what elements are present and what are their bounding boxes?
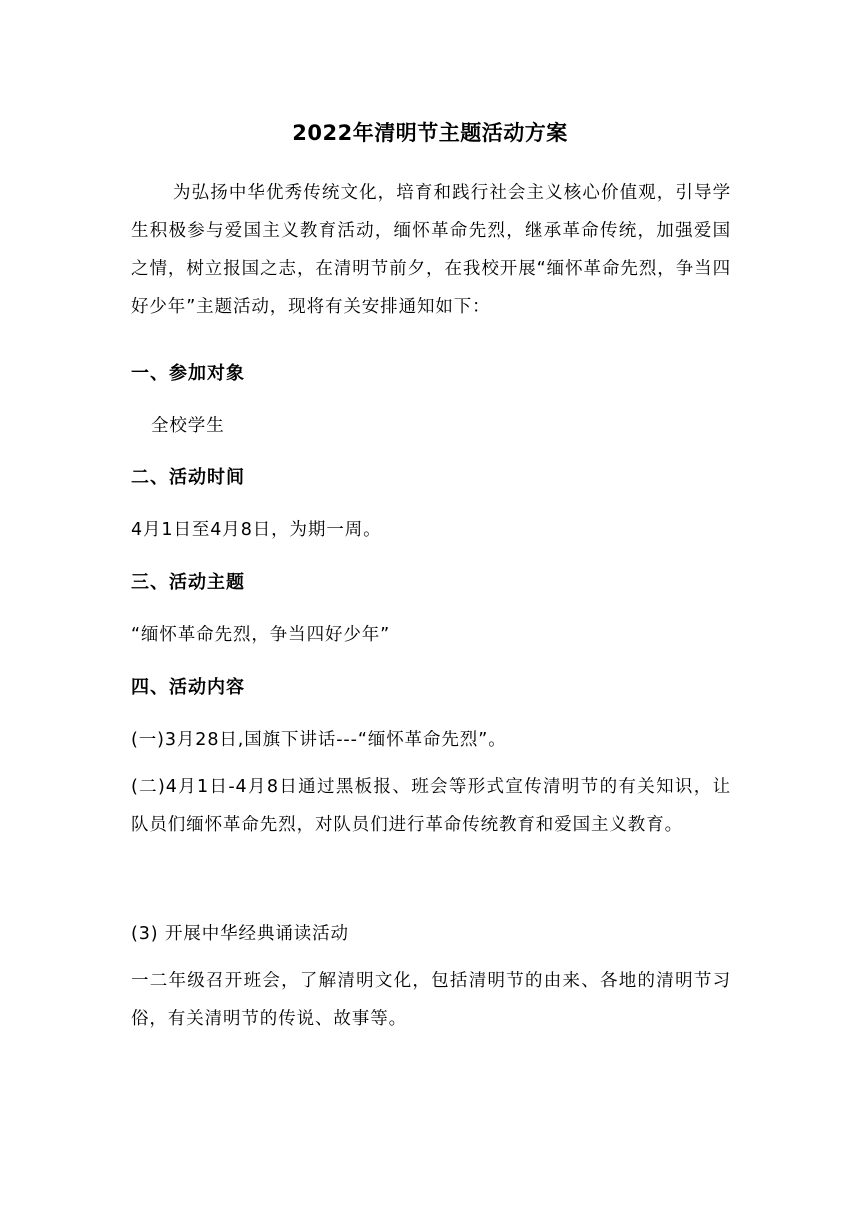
section-heading-participants: 一、参加对象 — [131, 363, 245, 384]
section-text-theme: “缅怀革命先烈，争当四好少年” — [131, 625, 391, 645]
content-item-2: (二)4月1日-4月8日通过黑板报、班会等形式宣传清明节的有关知识，让队员们缅怀革命先烈，对队员们进行革命传统教育和爱国主义教育。 — [131, 777, 731, 835]
section-heading-time: 二、活动时间 — [131, 467, 245, 488]
section-text-time: 4月1日至4月8日，为期一周。 — [131, 520, 382, 540]
section-heading-content: 四、活动内容 — [131, 677, 245, 698]
content-item-4: 一二年级召开班会，了解清明文化，包括清明节的由来、各地的清明节习俗，有关清明节的传说、故事等。 — [131, 971, 731, 1029]
intro-paragraph: 为弘扬中华优秀传统文化，培育和践行社会主义核心价值观，引导学生积极参与爱国主义教育活动，缅怀革命先烈，继承革命传统，加强爱国之情，树立报国之志，在清明节前夕，在我校开展“缅怀革命先烈，争当四好少年”主题活动，现将有关安排通知如下： — [131, 183, 731, 317]
content-item-3: (3) 开展中华经典诵读活动 — [131, 924, 349, 944]
section-heading-theme: 三、活动主题 — [131, 572, 245, 593]
content-item-1: (一)3月28日,国旗下讲话---“缅怀革命先烈”。 — [131, 730, 507, 750]
document-title: 2022年清明节主题活动方案 — [292, 121, 568, 145]
section-text-participants: 全校学生 — [151, 416, 225, 436]
